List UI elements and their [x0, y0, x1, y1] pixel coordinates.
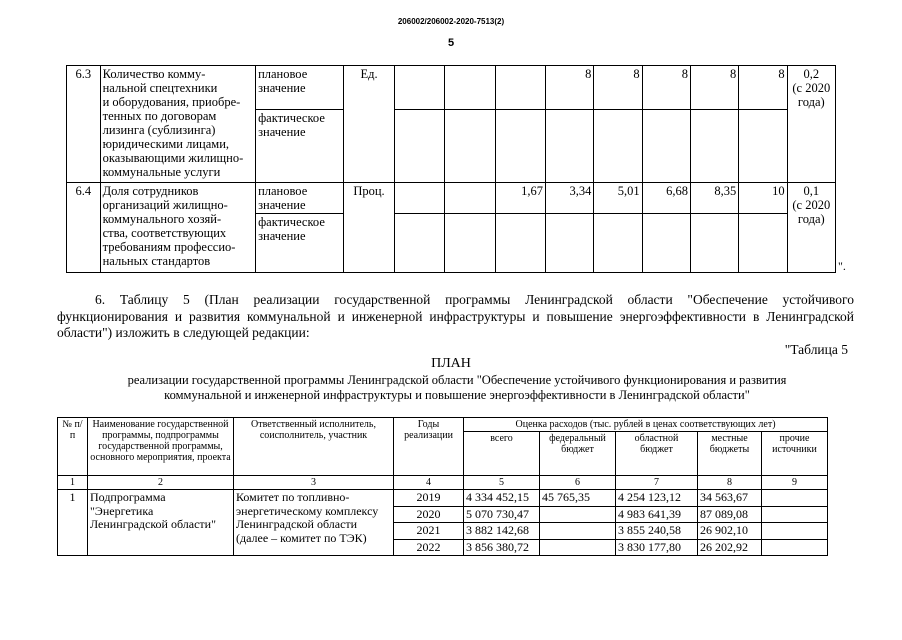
row-number: 1 [58, 490, 88, 556]
column-number: 8 [698, 476, 762, 490]
plan-table [57, 417, 828, 556]
other-cell [762, 523, 828, 540]
column-number: 9 [762, 476, 828, 490]
table-row [67, 66, 836, 110]
column-number: 7 [616, 476, 698, 490]
table-row [67, 183, 836, 214]
header-estimate: Оценка расходов (тыс. рублей в ценах соответствующих лет) [464, 418, 828, 432]
actual-value-label: фактическое значение [256, 214, 344, 273]
column-numbers-row [58, 476, 828, 490]
planned-value: 10 [739, 183, 787, 214]
plan-subtitle-line-2: коммунальной и инженерной инфраструктуры и повышение энергоэффективности в Ленинградской области" [164, 388, 750, 402]
planned-value: 8 [690, 66, 738, 110]
indicators-table [66, 65, 836, 273]
actual-value [394, 110, 444, 183]
planned-value: 8 [594, 66, 642, 110]
actual-value [690, 110, 738, 183]
column-number: 1 [58, 476, 88, 490]
regional-cell: 3 855 240,58 [616, 523, 698, 540]
planned-value [495, 66, 545, 110]
indicator-note: 0,2 (с 2020 года) [787, 66, 835, 183]
actual-value [394, 214, 444, 273]
header-total: всего [464, 432, 540, 476]
planned-value: 8,35 [690, 183, 738, 214]
other-cell [762, 490, 828, 507]
header-other: прочие источники [762, 432, 828, 476]
header-local: местные бюджеты [698, 432, 762, 476]
actual-value [690, 214, 738, 273]
header-years: Годы реализации [394, 418, 464, 476]
indicator-name: Доля сотрудников организаций жилищно- коммунального хозяй- ства, соответствующих требованиям профессио- нальных стандартов [100, 183, 255, 273]
planned-value [394, 183, 444, 214]
amendment-paragraph: 6. Таблицу 5 (План реализации государственной программы Ленинградской области "Обеспечение устойчивого функционирования и развития коммунальной и инженерной инфраструктуры и повышение энергоэффективности в Ленинградской области") изложить в следующей редакции: [57, 292, 854, 340]
other-cell [762, 506, 828, 523]
planned-value [445, 66, 495, 110]
column-number: 2 [88, 476, 234, 490]
plan-subtitle [66, 373, 848, 403]
actual-value [739, 110, 787, 183]
column-number: 4 [394, 476, 464, 490]
planned-value-label: плановое значение [256, 183, 344, 214]
actual-value [642, 110, 690, 183]
regional-cell: 4 254 123,12 [616, 490, 698, 507]
local-cell: 26 202,92 [698, 539, 762, 556]
header-federal: федеральный бюджет [540, 432, 616, 476]
header-executor: Ответственный исполнитель, соисполнитель, участник [234, 418, 394, 476]
closing-quote: ". [838, 259, 846, 273]
table-row [58, 490, 828, 507]
year-cell: 2019 [394, 490, 464, 507]
planned-value-label: плановое значение [256, 66, 344, 110]
planned-value [445, 183, 495, 214]
planned-value: 8 [739, 66, 787, 110]
other-cell [762, 539, 828, 556]
page-number: 5 [447, 37, 455, 49]
local-cell: 87 089,08 [698, 506, 762, 523]
year-cell: 2021 [394, 523, 464, 540]
indicator-number: 6.4 [67, 183, 101, 273]
actual-value [739, 214, 787, 273]
regional-cell: 3 830 177,80 [616, 539, 698, 556]
actual-value [445, 110, 495, 183]
indicator-note: 0,1 (с 2020 года) [787, 183, 835, 273]
total-cell: 5 070 730,47 [464, 506, 540, 523]
total-cell: 4 334 452,15 [464, 490, 540, 507]
row-name: Подпрограмма "Энергетика Ленинградской области" [88, 490, 234, 556]
column-number: 5 [464, 476, 540, 490]
federal-cell [540, 523, 616, 540]
year-cell: 2020 [394, 506, 464, 523]
planned-value [394, 66, 444, 110]
local-cell: 26 902,10 [698, 523, 762, 540]
indicator-unit: Ед. [344, 66, 394, 183]
actual-value [594, 110, 642, 183]
federal-cell [540, 539, 616, 556]
header-name: Наименование государственной программы, подпрограммы государственной программы, основного мероприятия, проекта [88, 418, 234, 476]
actual-value [642, 214, 690, 273]
plan-title: ПЛАН [431, 356, 471, 371]
planned-value: 3,34 [546, 183, 594, 214]
year-cell: 2022 [394, 539, 464, 556]
header-regional: областной бюджет [616, 432, 698, 476]
actual-value [495, 214, 545, 273]
header-num: № п/п [58, 418, 88, 476]
planned-value: 8 [642, 66, 690, 110]
regional-cell: 4 983 641,39 [616, 506, 698, 523]
row-executor: Комитет по топливно-энергетическому комплексу Ленинградской области (далее – комитет по ТЭК) [234, 490, 394, 556]
federal-cell: 45 765,35 [540, 490, 616, 507]
total-cell: 3 882 142,68 [464, 523, 540, 540]
planned-value: 5,01 [594, 183, 642, 214]
indicator-name: Количество комму- нальной спецтехники и оборудования, приобре- тенных по договорам лизинга (сублизинга) юридическими лицами, оказывающими жилищно- коммунальные услуги [100, 66, 255, 183]
planned-value: 8 [546, 66, 594, 110]
column-number: 3 [234, 476, 394, 490]
actual-value [495, 110, 545, 183]
plan-subtitle-line-1: реализации государственной программы Ленинградской области "Обеспечение устойчивого функционирования и развития [127, 373, 787, 387]
table-reference: "Таблица 5 [784, 342, 848, 357]
planned-value: 6,68 [642, 183, 690, 214]
total-cell: 3 856 380,72 [464, 539, 540, 556]
actual-value [445, 214, 495, 273]
column-number: 6 [540, 476, 616, 490]
document-number: 206002/206002-2020-7513(2) [397, 17, 505, 26]
federal-cell [540, 506, 616, 523]
planned-value: 1,67 [495, 183, 545, 214]
actual-value [594, 214, 642, 273]
local-cell: 34 563,67 [698, 490, 762, 507]
actual-value [546, 214, 594, 273]
indicator-number: 6.3 [67, 66, 101, 183]
indicator-unit: Проц. [344, 183, 394, 273]
actual-value [546, 110, 594, 183]
actual-value-label: фактическое значение [256, 110, 344, 183]
